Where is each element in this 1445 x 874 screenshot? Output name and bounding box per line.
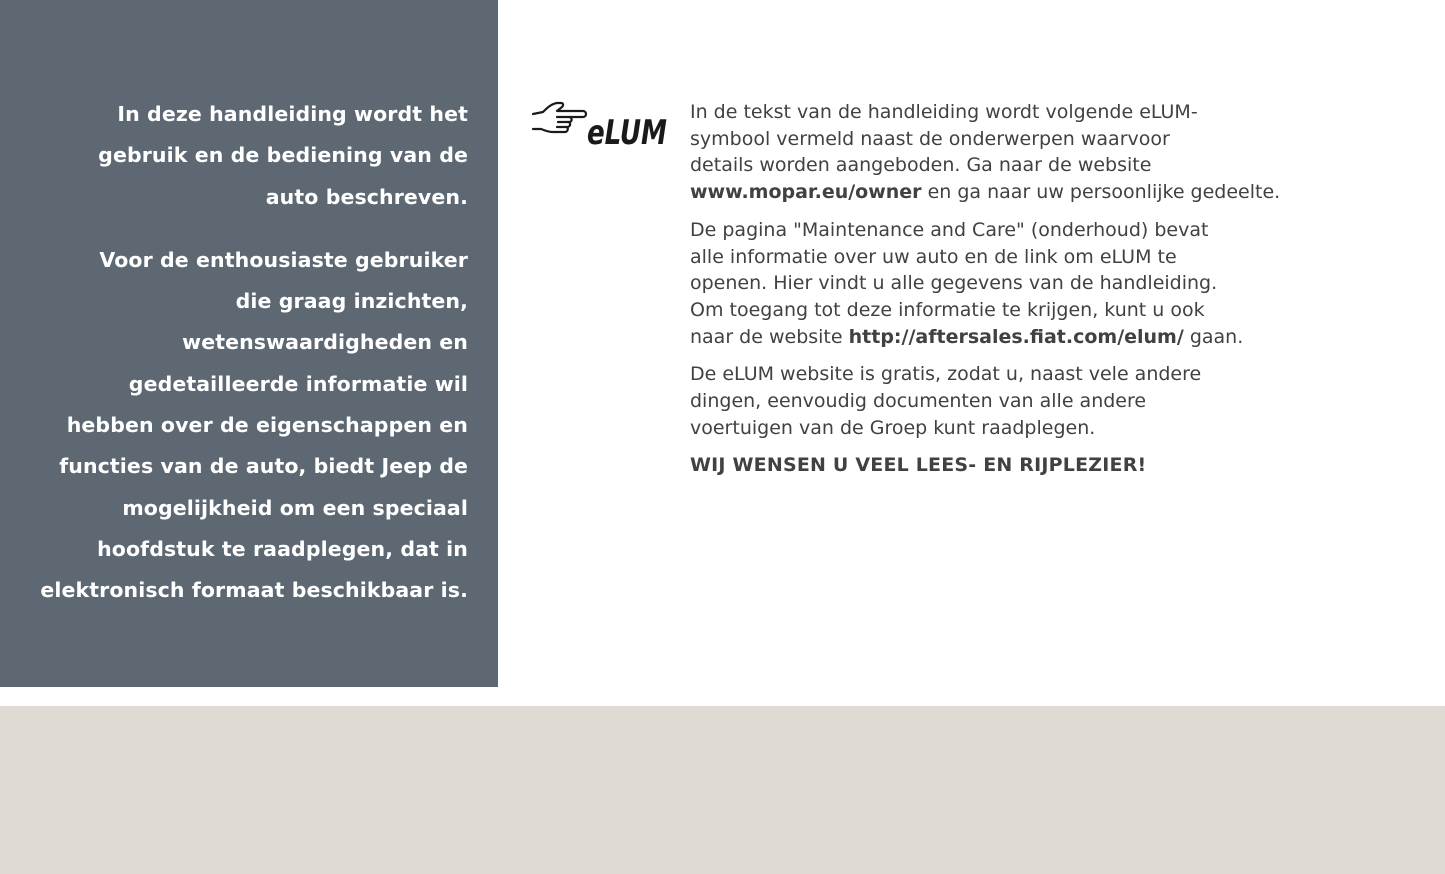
- intro-line: auto beschreven.: [265, 184, 468, 209]
- text-fragment: en ga naar uw persoonlijke gedeelte.: [921, 181, 1281, 204]
- intro-paragraph-1: [28, 94, 468, 218]
- elum-info: [690, 99, 1410, 490]
- mopar-url: www.mopar.eu/owner: [690, 181, 922, 204]
- elum-paragraph-1: [690, 99, 1410, 206]
- intro-paragraph-2: [28, 240, 468, 612]
- text-line: [690, 179, 1410, 206]
- intro-line: hebben over de eigenschappen en: [66, 413, 468, 438]
- text-fragment: gaan.: [1183, 325, 1244, 348]
- intro-text: [28, 94, 468, 612]
- intro-line: mogelijkheid om een speciaal: [122, 495, 468, 520]
- pointing-hand-icon: [533, 103, 586, 132]
- intro-line: Voor de enthousiaste gebruiker: [99, 247, 468, 272]
- intro-line: gebruik en de bediening van de: [98, 143, 468, 168]
- closing-line: WIJ WENSEN U VEEL LEES- EN RIJPLEZIER!: [690, 454, 1147, 477]
- text-line: symbool vermeld naast de onderwerpen waarvoor: [690, 127, 1170, 150]
- text-fragment: naar de website: [690, 325, 849, 348]
- text-line: [690, 324, 1410, 351]
- text-line: openen. Hier vindt u alle gegevens van de handleiding.: [690, 272, 1218, 295]
- text-line: alle informatie over uw auto en de link om eLUM te: [690, 245, 1177, 268]
- text-line: dingen, eenvoudig documenten van alle andere: [690, 390, 1147, 413]
- intro-line: hoofdstuk te raadplegen, dat in: [97, 536, 468, 561]
- intro-line: wetenswaardigheden en: [182, 330, 468, 355]
- intro-line: elektronisch formaat beschikbaar is.: [40, 578, 468, 603]
- elum-paragraph-2: [690, 217, 1410, 351]
- intro-line: In deze handleiding wordt het: [117, 102, 468, 126]
- intro-line: functies van de auto, biedt Jeep de: [59, 454, 468, 479]
- intro-panel: [0, 0, 498, 687]
- intro-line: gedetailleerde informatie wil: [128, 371, 468, 396]
- text-line: Om toegang tot deze informatie te krijgen, kunt u ook: [690, 298, 1205, 321]
- elum-logo-text: eLUM: [587, 113, 668, 153]
- elum-paragraph-3: [690, 361, 1410, 441]
- footer-band: [0, 706, 1445, 874]
- aftersales-url: http://aftersales.fiat.com/elum/: [848, 325, 1184, 348]
- text-line: In de tekst van de handleiding wordt volgende eLUM-: [690, 101, 1198, 123]
- intro-line: die graag inzichten,: [235, 289, 468, 314]
- text-line: details worden aangeboden. Ga naar de website: [690, 154, 1152, 177]
- elum-logo: [531, 100, 669, 153]
- text-line: voertuigen van de Groep kunt raadplegen.: [690, 416, 1096, 439]
- text-line: De pagina "Maintenance and Care" (onderhoud) bevat: [690, 218, 1209, 241]
- text-line: De eLUM website is gratis, zodat u, naast vele andere: [690, 363, 1202, 386]
